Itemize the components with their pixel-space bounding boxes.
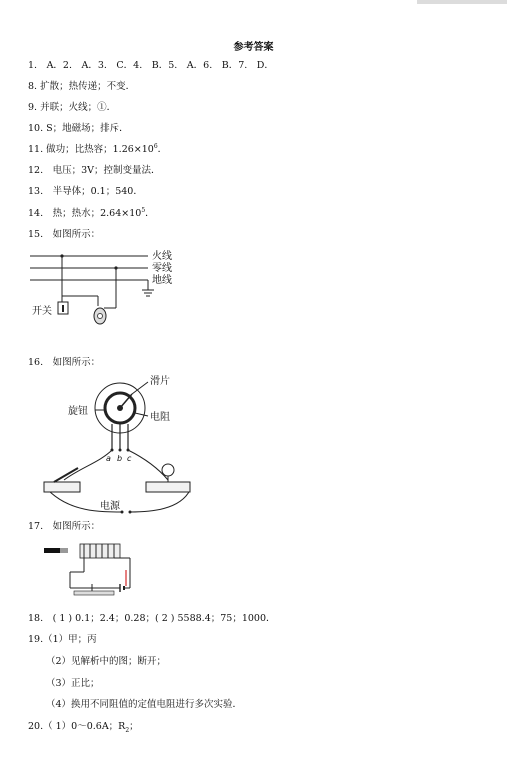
answer-20 — [28, 721, 139, 733]
terminal-b-label: b — [117, 454, 123, 463]
answer-18: 18. ( 1 ) 0.1；2.4；0.28；( 2 ) 5588.4；75；1000． — [28, 613, 276, 624]
answer-14-exponent: 5 — [141, 206, 146, 214]
answer-8: 8. 扩散；热传递；不变． — [28, 81, 136, 92]
ground-wire-label: 地线 — [152, 275, 172, 286]
switch-base — [44, 482, 80, 492]
answer-19: 19.（1）甲；丙 — [28, 634, 97, 645]
answer-10: 10. S；地磁场；排斥． — [28, 123, 129, 134]
knob-label: 旋钮 — [68, 406, 88, 417]
answer-11-exponent: 6 — [153, 142, 158, 150]
neutral-wire-label: 零线 — [152, 263, 172, 274]
live-wire-label: 火线 — [152, 251, 172, 262]
answer-19-part-2: （2）见解析中的图；断开； — [46, 656, 167, 667]
answer-20-subscript: 2 — [125, 726, 130, 734]
answer-11-text: 11. 做功；比热容；1.26×10 — [28, 144, 154, 155]
page-title: 参考答案 — [233, 42, 274, 53]
answer-11 — [28, 144, 167, 156]
knife-switch-lever — [54, 468, 78, 482]
resistor-label: 电阻 — [150, 412, 170, 423]
slider-label: 滑片 — [150, 376, 170, 387]
answer-9: 9. 并联；火线；①． — [28, 102, 117, 113]
answer-13: 13. 半导体；0.1；540． — [28, 186, 143, 197]
power-source-label: 电源 — [100, 501, 120, 512]
answer-20-text: 20.（ 1）0～0.6A；R — [28, 721, 126, 732]
answer-16: 16. 如图所示： — [28, 357, 101, 368]
switch-label: 开关 — [32, 306, 52, 317]
figure-15-wiring-diagram — [28, 248, 188, 330]
figure-16-potentiometer-diagram — [40, 372, 210, 514]
answer-19-part-4: （4）换用不同阻值的定值电阻进行多次实验． — [46, 699, 243, 710]
answer-1-7: 1. A．2. A．3. C．4. B．5. A．6. B．7. D． — [28, 60, 274, 71]
lamp-base — [146, 482, 190, 492]
answer-14-text: 14. 热；热水；2.64×10 — [28, 208, 142, 219]
answer-15: 15. 如图所示： — [28, 229, 101, 240]
terminal-a-label: a — [106, 454, 111, 463]
answer-14-tail: ． — [145, 208, 155, 219]
answer-20-tail: ； — [129, 721, 139, 732]
figure-17-electromagnet-diagram — [44, 542, 136, 600]
answer-14 — [28, 208, 155, 220]
answer-11-tail: ． — [157, 144, 168, 155]
terminal-c-label: c — [127, 454, 132, 463]
answer-12: 12. 电压；3V；控制变量法． — [28, 165, 161, 176]
answer-19-part-3: （3）正比； — [46, 678, 100, 689]
answer-17: 17. 如图所示： — [28, 521, 101, 532]
top-scroll-bar — [417, 0, 507, 4]
light-bulb-icon — [162, 464, 174, 476]
rheostat — [74, 591, 114, 595]
